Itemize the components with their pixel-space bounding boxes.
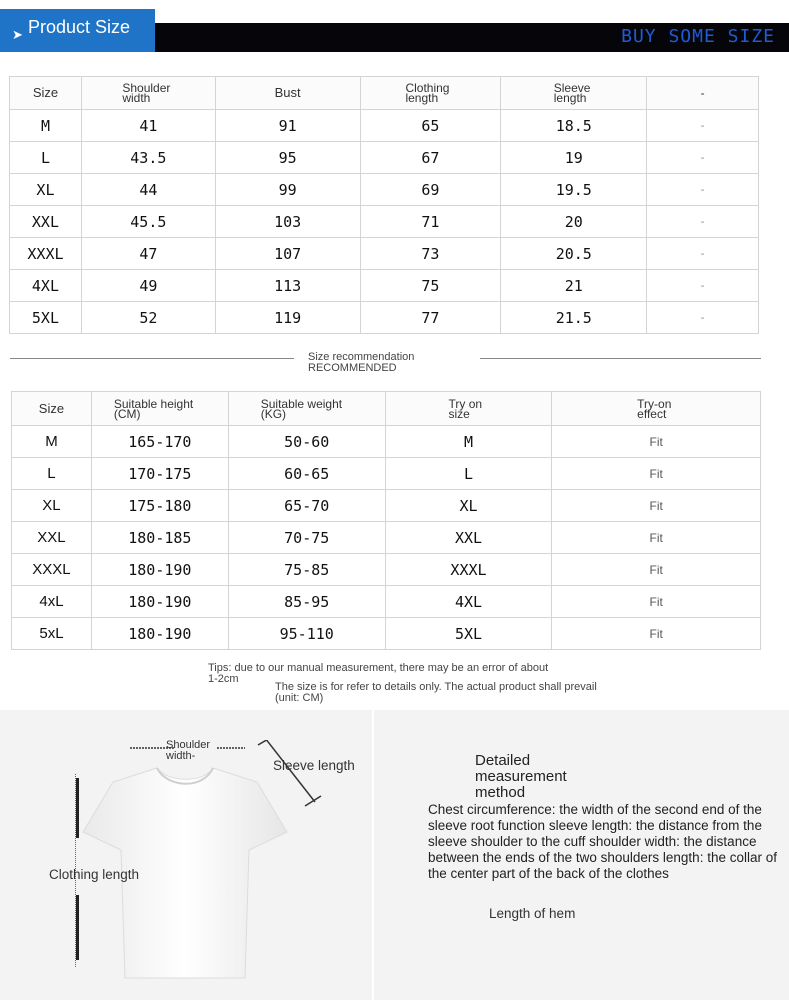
table-cell: L — [12, 458, 92, 490]
divider-line-left — [10, 358, 294, 359]
table-cell: 73 — [360, 238, 501, 270]
table-cell: 44 — [81, 174, 215, 206]
table-cell: 60-65 — [228, 458, 385, 490]
table-cell: - — [647, 206, 759, 238]
table-cell: XXXL — [10, 238, 82, 270]
table-row — [10, 302, 759, 334]
table-cell: 95-110 — [228, 618, 385, 650]
table-cell: 41 — [81, 110, 215, 142]
table-row — [10, 174, 759, 206]
header-cell: Shoulder width — [81, 77, 215, 110]
table-cell: - — [647, 270, 759, 302]
table-row — [12, 522, 761, 554]
table-cell: 4XL — [385, 586, 552, 618]
table-cell: 45.5 — [81, 206, 215, 238]
table-cell: - — [647, 142, 759, 174]
table-cell: 107 — [215, 238, 360, 270]
table-row — [12, 490, 761, 522]
table-cell: 85-95 — [228, 586, 385, 618]
table-row — [10, 206, 759, 238]
shoulder-width-label: Shoulder width- — [166, 739, 211, 762]
table-cell: 18.5 — [501, 110, 647, 142]
clothing-length-label: Clothing length — [49, 867, 140, 882]
header-cell: Size — [12, 392, 92, 426]
table-cell: 4xL — [12, 586, 92, 618]
divider-line-right — [480, 358, 761, 359]
table-cell: 75-85 — [228, 554, 385, 586]
table-cell: 5XL — [10, 302, 82, 334]
table-row — [10, 270, 759, 302]
header-cell: Sleeve length — [501, 77, 647, 110]
recommend-table — [11, 391, 761, 650]
table-cell: 21 — [501, 270, 647, 302]
table-cell: - — [647, 174, 759, 206]
recommend-table-header — [12, 392, 761, 426]
tip-error: Tips: due to our manual measurement, there may be an error of about 1-2cm — [208, 662, 549, 685]
table-cell: 69 — [360, 174, 501, 206]
table-cell: XL — [12, 490, 92, 522]
size-table — [9, 76, 759, 334]
table-cell: 47 — [81, 238, 215, 270]
table-cell: Fit — [552, 426, 761, 458]
table-cell: M — [10, 110, 82, 142]
table-cell: 75 — [360, 270, 501, 302]
length-marker-bottom — [76, 895, 79, 960]
table-cell: 4XL — [10, 270, 82, 302]
table-cell: 180-185 — [91, 522, 228, 554]
table-cell: 95 — [215, 142, 360, 174]
table-cell: Fit — [552, 586, 761, 618]
table-cell: 52 — [81, 302, 215, 334]
table-cell: 65 — [360, 110, 501, 142]
table-cell: Fit — [552, 554, 761, 586]
table-cell: 49 — [81, 270, 215, 302]
table-cell: XXL — [385, 522, 552, 554]
table-cell: 21.5 — [501, 302, 647, 334]
page-title: Product Size — [28, 17, 131, 37]
table-cell: 5xL — [12, 618, 92, 650]
table-cell: 113 — [215, 270, 360, 302]
table-cell: 50-60 — [228, 426, 385, 458]
table-cell: 19 — [501, 142, 647, 174]
header-cell: Suitable weight (KG) — [228, 392, 385, 426]
arrow-icon: ➤ — [12, 27, 23, 42]
table-cell: XL — [385, 490, 552, 522]
table-cell: 19.5 — [501, 174, 647, 206]
table-cell: 70-75 — [228, 522, 385, 554]
table-row — [12, 586, 761, 618]
sleeve-length-label: Sleeve length — [273, 758, 355, 773]
table-cell: 67 — [360, 142, 501, 174]
table-cell: 180-190 — [91, 586, 228, 618]
header-right-text: BUY SOME SIZE — [621, 26, 775, 47]
table-cell: 119 — [215, 302, 360, 334]
header-cell: Suitable height (CM) — [91, 392, 228, 426]
table-cell: XXXL — [12, 554, 92, 586]
table-cell: M — [385, 426, 552, 458]
header-cell: Bust — [215, 77, 360, 110]
table-cell: 20 — [501, 206, 647, 238]
table-cell: 170-175 — [91, 458, 228, 490]
table-cell: Fit — [552, 490, 761, 522]
header — [0, 0, 789, 55]
table-row — [12, 426, 761, 458]
table-cell: Fit — [552, 458, 761, 490]
table-cell: XXXL — [385, 554, 552, 586]
detail-title: Detailed measurement method — [475, 752, 567, 801]
table-cell: - — [647, 302, 759, 334]
table-cell: L — [385, 458, 552, 490]
table-cell: 103 — [215, 206, 360, 238]
table-cell: 175-180 — [91, 490, 228, 522]
table-cell: - — [647, 238, 759, 270]
table-cell: 43.5 — [81, 142, 215, 174]
table-cell: 99 — [215, 174, 360, 206]
table-row — [12, 554, 761, 586]
table-cell: Fit — [552, 522, 761, 554]
length-marker-top — [76, 778, 79, 838]
table-cell: 77 — [360, 302, 501, 334]
header-cell: Size — [10, 77, 82, 110]
table-row — [12, 458, 761, 490]
header-cell: Clothing length — [360, 77, 501, 110]
hem-length-label: Length of hem — [489, 906, 576, 921]
table-cell: L — [10, 142, 82, 174]
table-cell: XXL — [12, 522, 92, 554]
table-row — [12, 618, 761, 650]
table-cell: 65-70 — [228, 490, 385, 522]
table-cell: 5XL — [385, 618, 552, 650]
table-cell: 165-170 — [91, 426, 228, 458]
tip-refer: The size is for refer to details only. The actual product shall prevail (unit: CM) — [275, 681, 597, 704]
table-row — [10, 142, 759, 174]
table-cell: - — [647, 110, 759, 142]
table-cell: 71 — [360, 206, 501, 238]
table-cell: XL — [10, 174, 82, 206]
table-row — [10, 110, 759, 142]
table-cell: M — [12, 426, 92, 458]
table-cell: 180-190 — [91, 618, 228, 650]
header-cell: Try on size — [385, 392, 552, 426]
table-cell: XXL — [10, 206, 82, 238]
size-table-header — [10, 77, 759, 110]
table-cell: 20.5 — [501, 238, 647, 270]
table-cell: 180-190 — [91, 554, 228, 586]
table-row — [10, 238, 759, 270]
divider-text: Size recommendation RECOMMENDED — [308, 351, 415, 374]
header-cell: - — [647, 77, 759, 110]
detail-text: Chest circumference: the width of the second end of the sleeve root function sleeve length: the distance from the sleeve shoulder to the cuff shoulder width: the distance between the ends of the two shoulders length: the collar of the center part of the back of the clothes — [428, 802, 777, 881]
table-cell: 91 — [215, 110, 360, 142]
header-cell: Try-on effect — [552, 392, 761, 426]
table-cell: Fit — [552, 618, 761, 650]
